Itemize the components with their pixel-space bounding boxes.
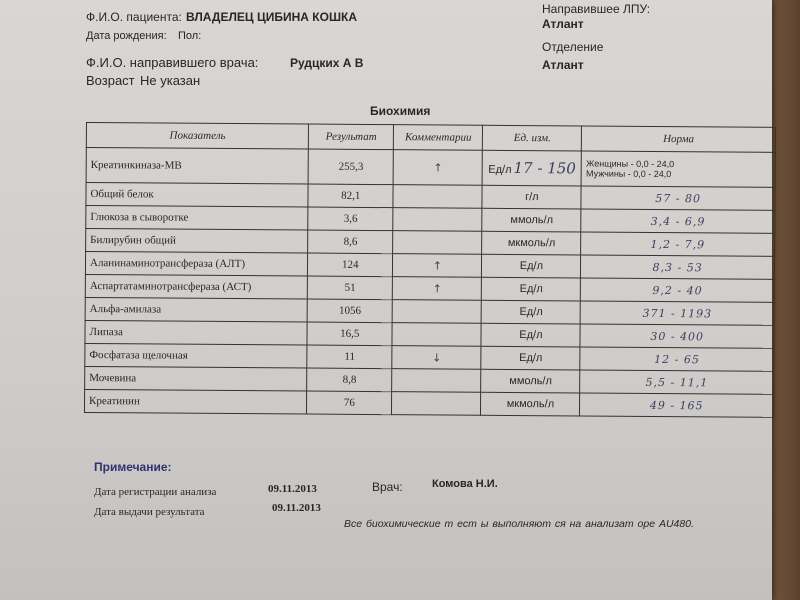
table-row — [84, 389, 773, 417]
test-unit: ммоль/л — [481, 369, 580, 393]
handwritten-norm: 57 - 80 — [581, 186, 775, 210]
comment-arrow-down-icon: ↓ — [392, 346, 481, 370]
test-comment — [393, 185, 482, 209]
test-comment — [392, 369, 481, 393]
test-name: Мочевина — [85, 366, 307, 391]
handwritten-norm: 49 - 165 — [580, 393, 774, 417]
test-unit: мкмоль/л — [482, 231, 581, 255]
test-result: 124 — [308, 253, 393, 277]
test-comment — [393, 208, 482, 232]
test-result: 3,6 — [308, 207, 393, 231]
test-result: 255,3 — [308, 149, 393, 185]
handwritten-norm: 371 - 1193 — [580, 301, 774, 325]
column-header: Норма — [582, 126, 776, 152]
test-name: Креатинин — [84, 389, 306, 414]
test-result: 16,5 — [307, 322, 392, 346]
test-name: Фосфатаза щелочная — [85, 343, 307, 368]
test-unit: г/л — [482, 185, 581, 209]
test-unit: Ед/л — [481, 346, 580, 370]
table-row — [86, 148, 775, 188]
referring-doctor-name: Рудцких А В — [290, 56, 364, 70]
column-header: Результат — [309, 124, 394, 150]
test-name: Аспартатаминотрансфераза (АСТ) — [85, 274, 307, 299]
test-unit: Ед/л — [488, 163, 512, 176]
referring-doctor-label: Ф.И.О. направившего врача: — [86, 55, 259, 70]
patient-label: Ф.И.О. пациента: — [86, 10, 182, 24]
test-name: Общий белок — [86, 183, 308, 208]
issue-date: 09.11.2013 — [272, 502, 321, 514]
handwritten-norm: 9,2 - 40 — [581, 278, 775, 302]
test-result: 8,6 — [308, 230, 393, 254]
handwritten-norm: 3,4 - 6,9 — [581, 209, 775, 233]
section-title: Биохимия — [370, 104, 431, 118]
lpu-label: Направившее ЛПУ: — [542, 2, 651, 16]
test-name: Альфа-амилаза — [85, 297, 307, 322]
department-value: Атлант — [542, 58, 584, 72]
handwritten-norm: 30 - 400 — [580, 324, 774, 348]
handwritten-norm: 5,5 - 11,1 — [580, 370, 774, 394]
printed-norm-men: Мужчины - 0,0 - 24,0 — [585, 168, 672, 180]
note-label: Примечание: — [94, 460, 172, 474]
biochemistry-table — [84, 122, 776, 418]
registration-date-label: Дата регистрации анализа — [94, 486, 217, 498]
registration-date: 09.11.2013 — [268, 483, 317, 495]
patient-name: ВЛАДЕЛЕЦ ЦИБИНА КОШКА — [186, 10, 357, 24]
test-comment — [392, 392, 481, 416]
test-name: Креатинкиназа-МВ — [86, 148, 309, 185]
handwritten-norm: 8,3 - 53 — [581, 255, 775, 279]
column-header: Комментарии — [394, 125, 483, 151]
test-comment — [393, 231, 482, 255]
test-comment — [392, 323, 481, 347]
comment-arrow-up-icon: ↑ — [393, 254, 482, 278]
test-unit: ммоль/л — [482, 208, 581, 232]
age-value: Не указан — [140, 73, 201, 88]
birth-date-label: Дата рождения: — [86, 30, 167, 42]
test-result: 76 — [307, 391, 392, 415]
lpu-value: Атлант — [542, 17, 584, 31]
test-result: 82,1 — [308, 184, 393, 208]
department-label: Отделение — [542, 40, 604, 54]
test-unit: Ед/л — [482, 254, 581, 278]
handwritten-norm: 12 - 65 — [580, 347, 774, 371]
comment-arrow-up-icon: ↑ — [393, 150, 482, 186]
test-unit: Ед/л — [482, 300, 581, 324]
test-result: 11 — [307, 345, 392, 369]
test-name: Липаза — [85, 320, 307, 345]
comment-arrow-up-icon: ↑ — [393, 277, 482, 301]
test-comment — [392, 300, 481, 324]
column-header: Показатель — [86, 123, 308, 150]
age-label: Возраст — [86, 73, 135, 88]
test-name: Глюкоза в сыворотке — [86, 206, 308, 231]
column-header: Ед. изм. — [483, 125, 582, 151]
handwritten-norm: 1,2 - 7,9 — [581, 232, 775, 256]
test-name: Аланинаминотрансфераза (АЛТ) — [85, 252, 307, 277]
test-unit: Ед/л — [481, 323, 580, 347]
test-result: 1056 — [307, 299, 392, 323]
analyzer-note: Все биохимические т ест ы выполняют ся на анализат оре AU480. — [344, 518, 694, 530]
handwritten-norm: 17 - 150 — [513, 158, 576, 178]
test-result: 51 — [308, 276, 393, 300]
test-result: 8,8 — [307, 368, 392, 392]
printed-norm-women: Женщины - 0,0 - 24,0 — [586, 158, 675, 170]
issue-date-label: Дата выдачи результата — [94, 506, 205, 518]
sex-label: Пол: — [178, 30, 202, 42]
doctor-signature-label: Врач: — [372, 480, 403, 494]
test-unit: Ед/л — [482, 277, 581, 301]
test-name: Билирубин общий — [86, 229, 308, 254]
test-unit: мкмоль/л — [481, 392, 580, 416]
doctor-signature-name: Комова Н.И. — [432, 478, 498, 490]
